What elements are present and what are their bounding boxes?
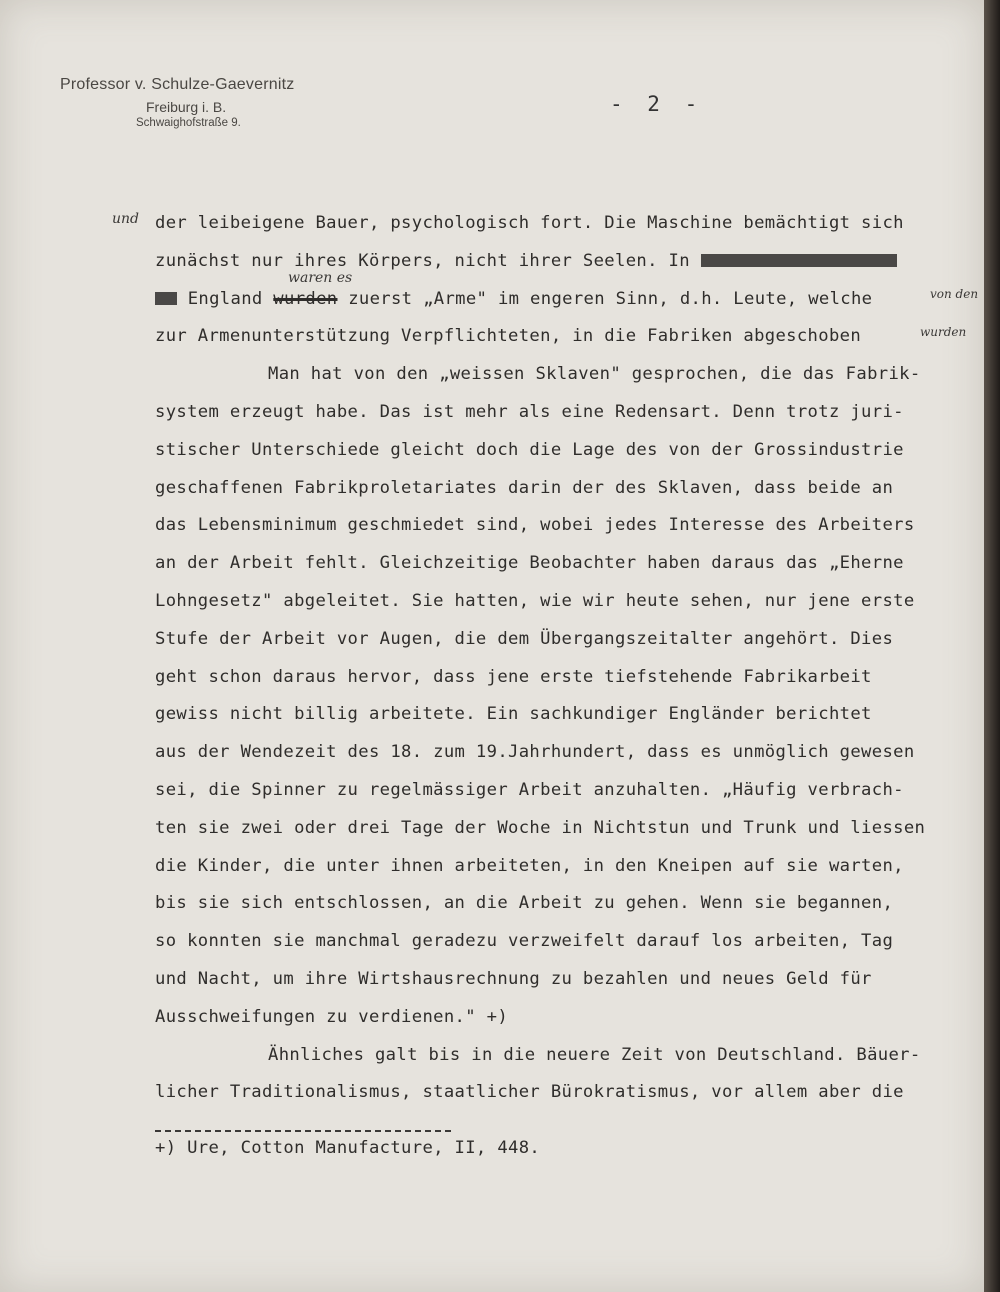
- letterhead: [60, 76, 350, 129]
- letterhead-city: Freiburg i. B.: [146, 99, 227, 115]
- text-line: zur Armenunterstützung Verpflichteten, in die Fabriken abgeschoben: [155, 326, 862, 347]
- handwritten-und: und: [112, 211, 139, 227]
- text-line: geschaffenen Fabrikproletariates darin der des Sklaven, dass beide an: [155, 477, 894, 498]
- text-line: Man hat von den „weissen Sklaven" gesprochen, die das Fabrik-: [268, 364, 921, 385]
- text-segment: zuerst „Arme" im engeren Sinn, d.h. Leute, welche: [348, 288, 873, 309]
- handwritten-wurden: wurden: [920, 325, 967, 339]
- handwritten-waren-es: waren es: [288, 270, 353, 286]
- text-segment: zunächst nur ihres Körpers, nicht ihrer Seelen. In: [155, 250, 690, 271]
- text-line: an der Arbeit fehlt. Gleichzeitige Beobachter haben daraus das „Eherne: [155, 553, 904, 574]
- text-line: Lohngesetz" abgeleitet. Sie hatten, wie wir heute sehen, nur jene erste: [155, 590, 915, 611]
- text-line: [155, 243, 985, 281]
- body-text: [155, 205, 985, 1112]
- handwritten-von-den: von den: [930, 287, 979, 301]
- text-line: aus der Wendezeit des 18. zum 19.Jahrhundert, dass es unmöglich gewesen: [155, 742, 915, 763]
- text-line: Ausschweifungen zu verdienen." +): [155, 1006, 509, 1027]
- text-line: licher Traditionalismus, staatlicher Bürokratismus, vor allem aber die: [155, 1082, 904, 1103]
- text-line: das Lebensminimum geschmiedet sind, wobei jedes Interesse des Arbeiters: [155, 515, 915, 536]
- text-line: ten sie zwei oder drei Tage der Woche in Nichtstun und Trunk und liessen: [155, 817, 926, 838]
- text-line: Ähnliches galt bis in die neuere Zeit von Deutschland. Bäuer-: [268, 1044, 921, 1065]
- text-line: so konnten sie manchmal geradezu verzweifelt darauf los arbeiten, Tag: [155, 931, 894, 952]
- footnote-divider: [155, 1130, 451, 1132]
- redaction-mark: [155, 292, 177, 305]
- page-edge: [984, 0, 1000, 1292]
- footnote: +) Ure, Cotton Manufacture, II, 448.: [155, 1138, 541, 1158]
- text-line: die Kinder, die unter ihnen arbeiteten, in den Kneipen auf sie warten,: [155, 855, 904, 876]
- letterhead-name: Professor v. Schulze-Gaevernitz: [60, 76, 295, 93]
- struck-word: wurden: [273, 288, 338, 309]
- text-line: bis sie sich entschlossen, an die Arbeit zu gehen. Wenn sie begannen,: [155, 893, 894, 914]
- page-number: - 2 -: [610, 92, 704, 116]
- text-line: und Nacht, um ihre Wirtshausrechnung zu bezahlen und neues Geld für: [155, 968, 872, 989]
- text-line: Stufe der Arbeit vor Augen, die dem Übergangszeitalter angehört. Dies: [155, 628, 894, 649]
- text-segment: England: [187, 288, 263, 309]
- text-line: [155, 281, 985, 319]
- letterhead-street: Schwaighofstraße 9.: [136, 117, 241, 129]
- text-line: system erzeugt habe. Das ist mehr als eine Redensart. Denn trotz juri-: [155, 401, 904, 422]
- text-line: der leibeigene Bauer, psychologisch fort. Die Maschine bemächtigt sich: [155, 213, 904, 233]
- text-line: geht schon daraus hervor, dass jene erste tiefstehende Fabrikarbeit: [155, 666, 872, 687]
- text-line: gewiss nicht billig arbeitete. Ein sachkundiger Engländer berichtet: [155, 704, 872, 725]
- redaction-mark: [701, 254, 897, 267]
- text-line: sei, die Spinner zu regelmässiger Arbeit anzuhalten. „Häufig verbrach-: [155, 779, 904, 800]
- text-line: stischer Unterschiede gleicht doch die Lage des von der Grossindustrie: [155, 439, 904, 460]
